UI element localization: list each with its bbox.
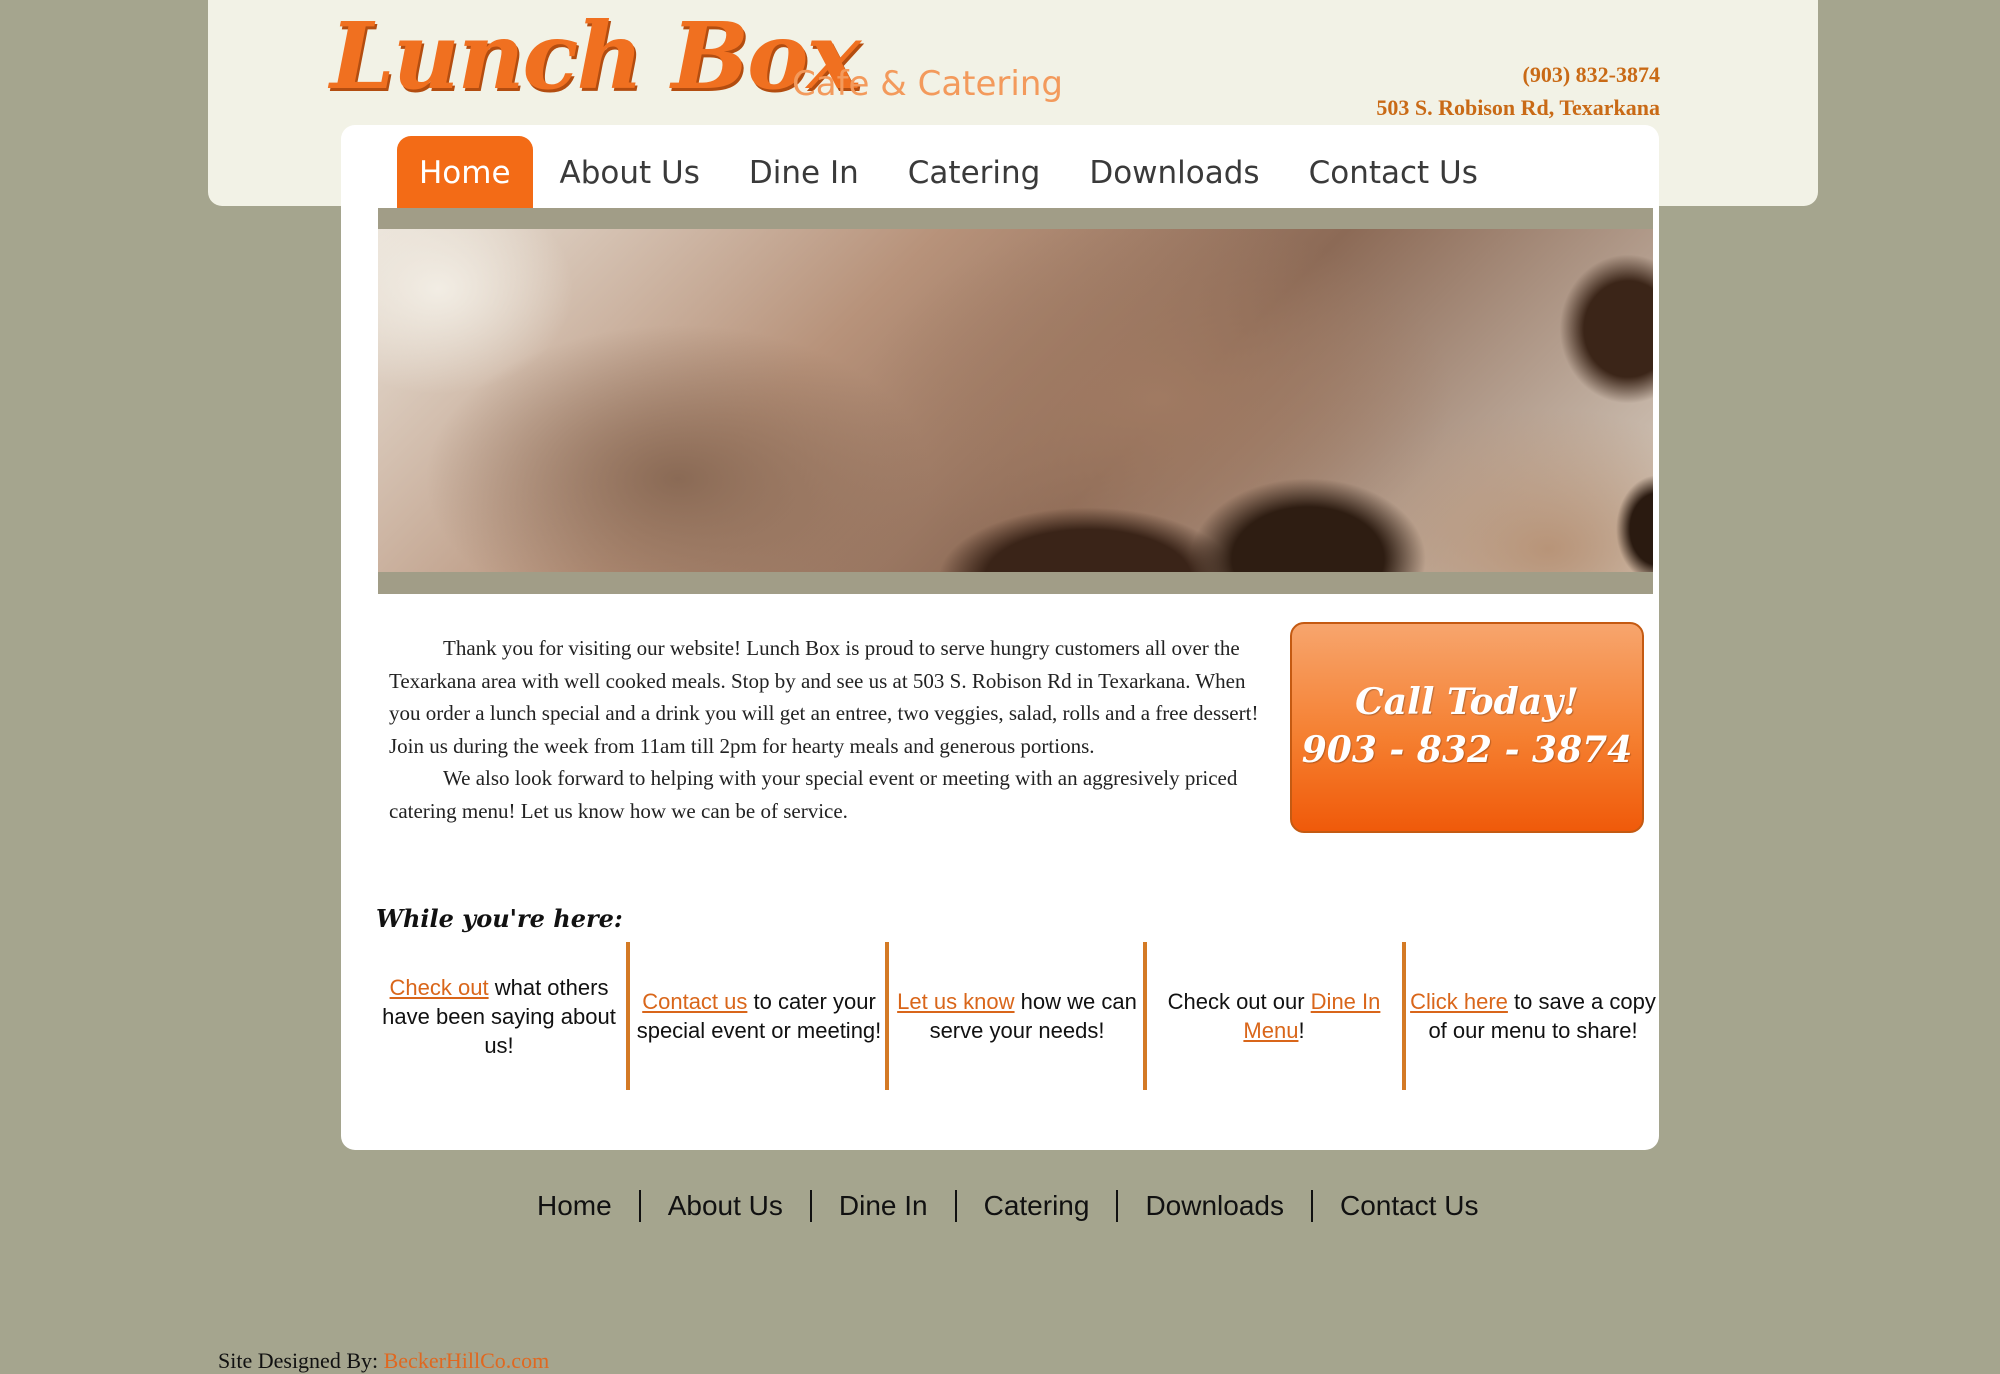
logo[interactable]: Lunch Box xyxy=(330,2,860,110)
call-today-label: Call Today! xyxy=(1355,681,1579,723)
tile-text-after: ! xyxy=(1298,1018,1305,1043)
tile-text-after: how we can serve your needs! xyxy=(929,989,1137,1043)
main-nav xyxy=(397,136,1505,208)
footer-link-home[interactable]: Home xyxy=(537,1190,612,1221)
footer-link-dine-in[interactable]: Dine In xyxy=(838,1190,928,1221)
credit-prefix: Site Designed By: xyxy=(218,1348,384,1373)
hero-banner xyxy=(378,208,1653,594)
while-here-heading: While you're here: xyxy=(376,904,623,933)
click-here-link[interactable]: Click here xyxy=(1410,989,1508,1014)
logo-subtitle: Cafe & Catering xyxy=(792,64,1063,104)
tile-text-after: to cater your special event or meeting! xyxy=(636,989,882,1043)
tile-text-after: what others have been saying about us! xyxy=(382,974,616,1058)
nav-item-contact-us[interactable]: Contact Us xyxy=(1308,155,1478,191)
nav-item-home[interactable]: Home xyxy=(397,136,533,208)
tile-contact xyxy=(630,942,888,1090)
nav-item-dine-in[interactable]: Dine In xyxy=(748,155,859,191)
nav-item-catering[interactable]: Catering xyxy=(907,155,1041,191)
contact-us-link[interactable]: Contact us xyxy=(642,989,748,1014)
header-contact xyxy=(1376,58,1660,124)
intro-paragraph-1: Thank you for visiting our website! Lunch Box is proud to serve hungry customers all over the Texarkana area with well cooked meals. Stop by and see us at 503 S. Robison Rd in Texarkana. When you order a lunch special and a drink you will get an entree, two veggies, salad, rolls and a free dessert! Join us during the week from 11am till 2pm for hearty meals and generous portions. xyxy=(389,636,1259,758)
footer-link-downloads[interactable]: Downloads xyxy=(1145,1190,1284,1221)
designer-link[interactable]: BeckerHillCo.com xyxy=(383,1348,550,1373)
cinnamon-sticks-photo xyxy=(378,229,1653,572)
intro-paragraph-2: We also look forward to helping with your special event or meeting with an aggresively priced catering menu! Let us know how we can be of service. xyxy=(389,766,1238,823)
dine-in-menu-link[interactable]: Dine In Menu xyxy=(1243,989,1381,1043)
footer-link-contact-us[interactable]: Contact Us xyxy=(1339,1190,1479,1221)
nav-item-about-us[interactable]: About Us xyxy=(559,155,700,191)
let-us-know-link[interactable]: Let us know xyxy=(897,989,1015,1014)
site-credit xyxy=(218,1348,549,1374)
footer-nav xyxy=(510,1186,1505,1226)
nav-item-downloads[interactable]: Downloads xyxy=(1089,155,1260,191)
check-out-link[interactable]: Check out xyxy=(389,974,489,1000)
header-address: 503 S. Robison Rd, Texarkana xyxy=(1376,95,1660,120)
intro-text xyxy=(389,632,1259,827)
footer-link-about-us[interactable]: About Us xyxy=(667,1190,783,1221)
tile-text-before: Check out our xyxy=(1167,989,1311,1014)
tile-dine-in-menu xyxy=(1145,942,1403,1090)
tile-text-after: to save a copy of our menu to share! xyxy=(1428,989,1656,1043)
tile-download-menu xyxy=(1404,942,1662,1090)
call-today-button[interactable] xyxy=(1290,622,1644,833)
header-phone: (903) 832-3874 xyxy=(1522,62,1660,87)
footer-link-catering[interactable]: Catering xyxy=(983,1190,1090,1221)
tile-serve xyxy=(888,942,1146,1090)
tile-reviews xyxy=(370,942,628,1090)
call-today-phone: 903 - 832 - 3874 xyxy=(1301,729,1633,771)
